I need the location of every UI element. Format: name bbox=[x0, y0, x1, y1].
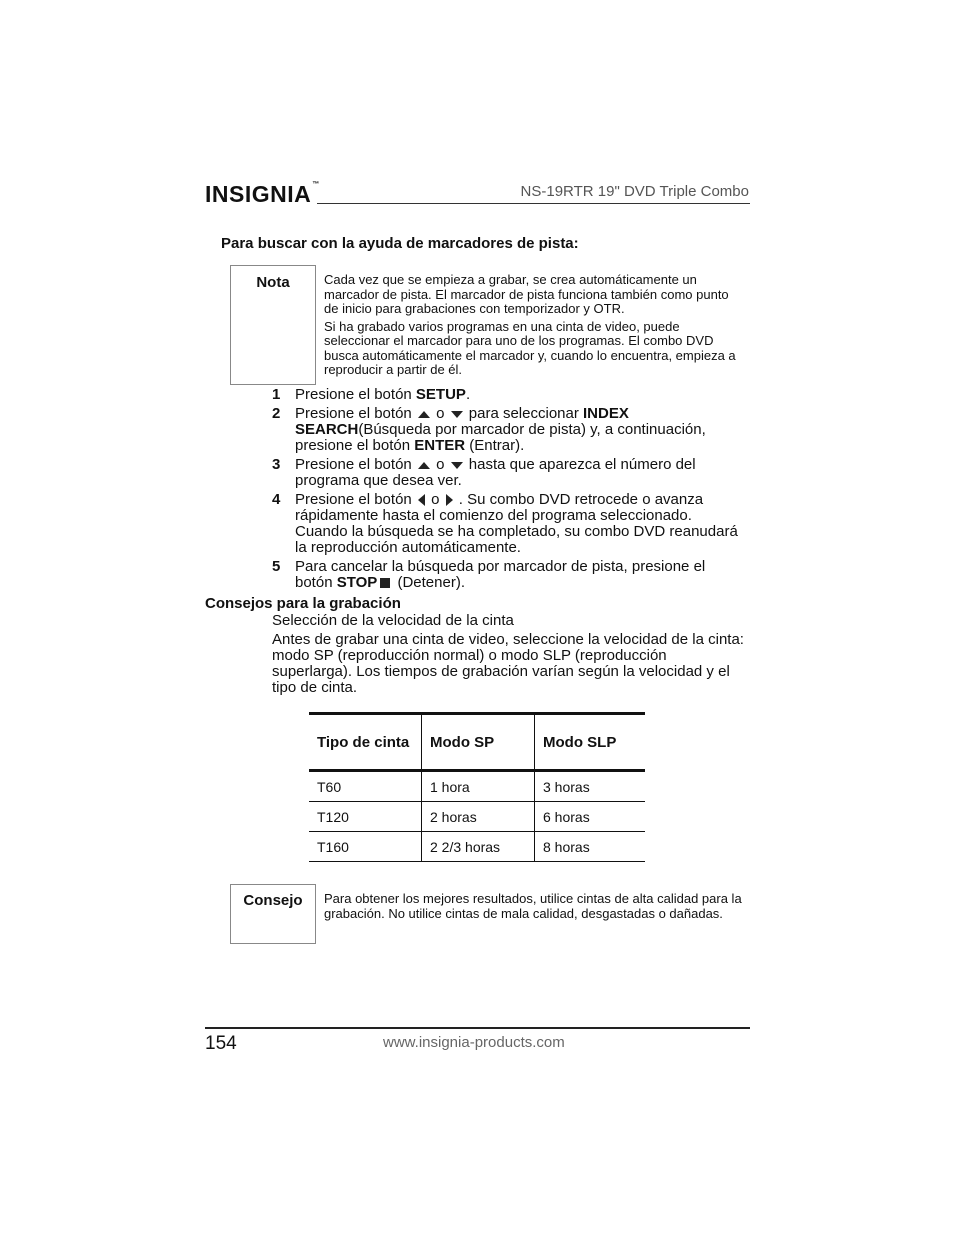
tip-label-box bbox=[230, 884, 316, 944]
tips-heading: Consejos para la grabación bbox=[205, 595, 401, 612]
down-arrow-icon bbox=[451, 462, 463, 469]
step-number: 4 bbox=[272, 491, 281, 508]
logo-text: INSIGNIA bbox=[205, 181, 312, 207]
step-1 bbox=[272, 387, 742, 403]
table-row bbox=[309, 802, 645, 832]
table-cell: 6 horas bbox=[535, 802, 646, 832]
insignia-logo bbox=[205, 181, 320, 208]
table-cell: 2 horas bbox=[422, 802, 535, 832]
tips-paragraph: Antes de grabar una cinta de video, seleccione la velocidad de la cinta: modo SP (reproducción normal) o modo SLP (reproducción superlarga). Los tiempos de grabación varían según la velocidad y el tipo de cinta. bbox=[272, 631, 744, 696]
index-search-label: INDEX SEARCH bbox=[295, 405, 629, 438]
step-number: 3 bbox=[272, 456, 281, 473]
page-number: 154 bbox=[205, 1033, 237, 1054]
step-text: . bbox=[465, 386, 471, 403]
step-number: 2 bbox=[272, 405, 281, 422]
table-header: Modo SP bbox=[422, 714, 535, 771]
step-text: . Su combo DVD retrocede o avanza rápidamente hasta el comienzo del programa seleccionado. Cuando la búsqueda se ha completado, su combo DVD reanudará la reproducción automáticamente. bbox=[295, 491, 738, 556]
up-arrow-icon bbox=[418, 411, 430, 418]
left-arrow-icon bbox=[418, 494, 425, 506]
enter-button-label: ENTER bbox=[414, 437, 466, 454]
step-text: o bbox=[431, 456, 449, 473]
table-header-row bbox=[309, 714, 645, 771]
note-label-box bbox=[230, 265, 316, 385]
table-cell: T120 bbox=[309, 802, 422, 832]
table-cell: 1 hora bbox=[422, 771, 535, 802]
step-text: Presione el botón bbox=[295, 386, 416, 403]
table-header: Tipo de cinta bbox=[309, 714, 422, 771]
step-text: Presione el botón bbox=[295, 405, 416, 422]
table-header: Modo SLP bbox=[535, 714, 646, 771]
stop-icon bbox=[380, 578, 390, 588]
step-text: (Detener). bbox=[393, 574, 465, 591]
note-label: Nota bbox=[256, 274, 290, 291]
step-text: para seleccionar bbox=[464, 405, 584, 422]
up-arrow-icon bbox=[418, 462, 430, 469]
note-text bbox=[324, 273, 744, 378]
step-number: 5 bbox=[272, 558, 281, 575]
note-paragraph: Cada vez que se empieza a grabar, se crea automáticamente un marcador de pista. El marcador de pista funciona también como punto de inicio para grabaciones con temporizador y OTR. bbox=[324, 272, 729, 316]
step-3 bbox=[272, 457, 742, 489]
step-text: Presione el botón bbox=[295, 456, 416, 473]
table-row bbox=[309, 771, 645, 802]
tip-label: Consejo bbox=[243, 892, 303, 909]
down-arrow-icon bbox=[451, 411, 463, 418]
tip-text: Para obtener los mejores resultados, utilice cintas de alta calidad para la grabación. No utilice cintas de mala calidad, desgastadas o dañadas. bbox=[324, 891, 742, 921]
step-4 bbox=[272, 492, 742, 556]
steps-list bbox=[272, 387, 742, 594]
step-text: hasta que aparezca el número del programa que desea ver. bbox=[295, 456, 696, 489]
tips-subheading: Selección de la velocidad de la cinta bbox=[272, 612, 514, 629]
footer-rule bbox=[205, 1027, 750, 1029]
step-text: o bbox=[431, 405, 449, 422]
stop-button-label: STOP bbox=[336, 574, 378, 591]
logo-trademark: ™ bbox=[312, 181, 320, 188]
table-row bbox=[309, 832, 645, 862]
step-2 bbox=[272, 406, 742, 454]
step-text: (Búsqueda por marcador de pista) y, a continuación, presione el botón bbox=[295, 421, 706, 454]
product-title: NS-19RTR 19" DVD Triple Combo bbox=[520, 183, 749, 200]
setup-button-label: SETUP bbox=[415, 386, 466, 403]
table-cell: T160 bbox=[309, 832, 422, 862]
step-text: Para cancelar la búsqueda por marcador de pista, presione el botón bbox=[295, 558, 706, 591]
header-rule bbox=[317, 203, 750, 204]
step-5 bbox=[272, 559, 742, 591]
tape-speed-table bbox=[309, 712, 645, 862]
note-paragraph: Si ha grabado varios programas en una cinta de video, puede seleccionar el marcador para uno de los programas. El combo DVD busca automáticamente el marcador y, cuando lo encuentra, empieza a reproducir a partir de él. bbox=[324, 318, 736, 377]
table-cell: 8 horas bbox=[535, 832, 646, 862]
table-cell: T60 bbox=[309, 771, 422, 802]
table-cell: 2 2/3 horas bbox=[422, 832, 535, 862]
step-text: Presione el botón bbox=[295, 491, 416, 508]
right-arrow-icon bbox=[446, 494, 453, 506]
step-text: (Entrar). bbox=[465, 437, 525, 454]
step-number: 1 bbox=[272, 386, 281, 403]
table-cell: 3 horas bbox=[535, 771, 646, 802]
footer-url: www.insignia-products.com bbox=[383, 1034, 565, 1051]
step-text: o bbox=[426, 491, 444, 508]
section-heading: Para buscar con la ayuda de marcadores de pista: bbox=[221, 235, 579, 252]
